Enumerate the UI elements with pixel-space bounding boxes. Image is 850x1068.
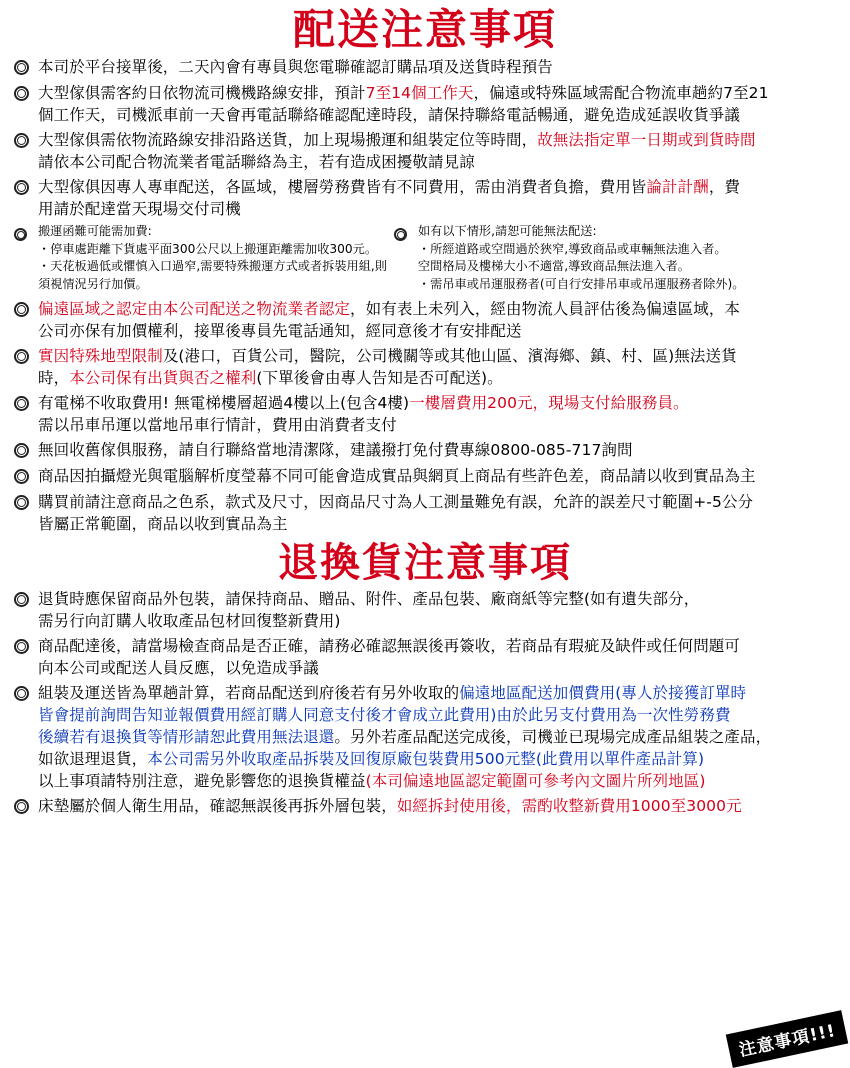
shipping-notice-item-text (38, 176, 840, 220)
shipping-notice-item-text (38, 56, 840, 78)
shipping-notice-item-line (38, 392, 840, 414)
circle-bullet-icon (12, 796, 34, 818)
text-segment: 個工作天，司機派車前一天會再電話聯絡確認配達時段，請保持聯絡電話暢通，避免造成延誤收貨爭議 (38, 106, 741, 125)
difficult-delivery-text (38, 223, 392, 294)
shipping-notice-item-line (38, 491, 840, 513)
return-notice-item-line (38, 704, 840, 726)
shipping-special-conditions (0, 223, 850, 294)
no-delivery-head: 如有以下情形,請恕可能無法配送: (418, 224, 597, 239)
text-segment: 床墊屬於個人衛生用品，確認無誤後再拆外層包裝， (38, 796, 397, 815)
text-segment: 皆會提前詢問告知並報價費用經訂購人同意支付後才會成立此費用)由於此另支付費用為一次性勞務費 (38, 705, 731, 724)
shipping-notice-item-line (38, 176, 840, 198)
text-segment: 時， (38, 368, 70, 387)
text-segment: 後續若有退換貨等情形請恕此費用無法退還 (38, 727, 335, 746)
text-segment: 公司亦保有加價權利，接單後專員先電話通知，經同意後才有安排配送 (38, 321, 522, 340)
return-notice-item-line (38, 657, 840, 679)
shipping-notice-item-text (38, 345, 840, 389)
text-segment: 皆屬正常範圍，商品以收到實品為主 (38, 514, 288, 533)
shipping-notice-item (12, 491, 840, 535)
text-segment: 實因特殊地型限制 (38, 346, 163, 365)
shipping-notice-title: 配送注意事項 (292, 5, 557, 54)
text-segment: 向本公司或配送人員反應，以免造成爭議 (38, 658, 319, 677)
return-notice-item-text (38, 588, 840, 632)
text-segment: 7至14個工作天 (365, 84, 474, 103)
no-delivery-line-0: ・所經道路或空間過於狹窄,導致商品或車輛無法進入者。 (418, 241, 727, 256)
text-segment: 需以吊車吊運以當地吊車行情計，費用由消費者支付 (38, 415, 397, 434)
return-notice-item-line (38, 610, 840, 632)
return-notice-item (12, 635, 840, 679)
text-segment: 用請於配達當天現場交付司機 (38, 200, 241, 219)
no-delivery-line-2: ・需吊車或吊運服務者(可自行安排吊車或吊運服務者除外)。 (418, 277, 745, 292)
no-delivery-line-1: 空間格局及樓梯大小不適當,導致商品無法進入者。 (418, 259, 690, 274)
shipping-notice-item (12, 298, 840, 342)
text-segment: (本司偏遠地區認定範圍可參考內文圖片所列地區) (365, 771, 706, 790)
shipping-notice-item-line (38, 56, 840, 78)
shipping-notice-item-line (38, 320, 840, 342)
text-segment: 本司於平台接單後，二天內會有專員與您電聯確認訂購品項及送貨時程預告 (38, 58, 553, 77)
circle-bullet-icon (12, 299, 34, 321)
return-notice-item-line (38, 795, 840, 817)
shipping-notice-item (12, 439, 840, 462)
circle-bullet-icon (12, 393, 34, 415)
return-notice-title: 退換貨注意事項 (278, 539, 572, 586)
text-segment: 商品配達後，請當場檢查商品是否正確，請務必確認無誤後再簽收，若商品有瑕疵及缺件或任何問題可 (38, 636, 741, 655)
text-segment: 本公司需另外收取產品拆裝及回復原廠包裝費用500元整(此費用以單件產品計算) (147, 749, 705, 768)
circle-bullet-icon (12, 683, 34, 705)
text-segment: 及(港口，百貨公司，醫院，公司機關等或其他山區、濱海鄉、鎮、村、區)無法送貨 (162, 346, 737, 365)
shipping-notice-item (12, 345, 840, 389)
difficult-delivery-block (12, 223, 392, 294)
return-notice-item-line (38, 726, 840, 748)
circle-bullet-icon (12, 224, 34, 246)
shipping-notice-item-line (38, 367, 840, 389)
text-segment: 購買前請注意商品之色系，款式及尺寸，因商品尺寸為人工測量難免有誤，允許的誤差尺寸範圍+-5公分 (38, 492, 754, 511)
return-notice-item-line (38, 588, 840, 610)
text-segment: 大型傢俱需依物流路線安排沿路送貨，加上現場搬運和組裝定位等時間， (38, 131, 538, 150)
text-segment: ，如有表上未列入，經由物流人員評估後為偏遠區域，本 (350, 299, 741, 318)
text-segment: 請依本公司配合物流業者電話聯絡為主，若有造成困擾敬請見諒 (38, 153, 475, 172)
text-segment: 。另外若產品配送完成後，司機並已現場完成產品組裝之產品， (334, 727, 772, 746)
circle-bullet-icon (12, 589, 34, 611)
return-notice-item (12, 682, 840, 792)
text-segment: 大型傢俱需客約日依物流司機機路線安排，預計 (38, 84, 366, 103)
text-segment: 以上事項請特別注意，避免影響您的退換貨權益 (38, 771, 366, 790)
circle-bullet-icon (12, 440, 34, 462)
circle-bullet-icon (12, 177, 34, 199)
return-notice-list (0, 588, 850, 818)
shipping-notice-item-line (38, 465, 840, 487)
return-notice-item (12, 588, 840, 632)
return-notice-item-line (38, 770, 840, 792)
text-segment: 論計計酬 (646, 178, 709, 197)
shipping-notice-item (12, 176, 840, 220)
shipping-notice-item (12, 129, 840, 173)
text-segment: 組裝及運送皆為單趟計算，若商品配送到府後若有另外收取的 (38, 683, 460, 702)
shipping-notice-item-text (38, 392, 840, 436)
shipping-notice-item-text (38, 82, 840, 126)
difficult-delivery-line-0: ・停車處距離下貨處平面300公尺以上搬運距離需加收300元。 (38, 241, 378, 256)
circle-bullet-icon (12, 83, 34, 105)
shipping-notice-item (12, 82, 840, 126)
circle-bullet-icon (12, 130, 34, 152)
text-segment: 商品因拍攝燈光與電腦解析度瑩幕不同可能會造成實品與網頁上商品有些許色差，商品請以收到實品為主 (38, 466, 756, 485)
text-segment: 無回收舊傢俱服務，請自行聯絡當地清潔隊，建議撥打免付費專線0800-085-717詢問 (38, 440, 633, 459)
text-segment: 大型傢俱因專人專車配送，各區域，樓層勞務費皆有不同費用，需由消費者負擔，費用皆 (38, 178, 647, 197)
shipping-notice-item-line (38, 298, 840, 320)
difficult-delivery-head: 搬運函難可能需加費: (38, 224, 152, 239)
text-segment: 一樓層費用200元，現場支付給服務員。 (409, 393, 689, 412)
shipping-notice-list-bottom (0, 298, 850, 535)
shipping-notice-item-line (38, 129, 840, 151)
shipping-notice-list-top (0, 56, 850, 220)
text-segment: 需另行向訂購人收取產品包材回復整新費用) (38, 611, 341, 630)
shipping-notice-item-text (38, 129, 840, 173)
shipping-notice-item-text (38, 465, 840, 487)
shipping-notice-item-line (38, 513, 840, 535)
return-notice-item-line (38, 682, 840, 704)
return-notice-item-line (38, 635, 840, 657)
circle-bullet-icon (12, 466, 34, 488)
text-segment: 如欲退理退貨， (38, 749, 148, 768)
shipping-notice-item-line (38, 104, 840, 126)
no-delivery-block (392, 223, 840, 294)
shipping-notice-item-line (38, 345, 840, 367)
shipping-notice-item-line (38, 414, 840, 436)
text-segment: 退貨時應保留商品外包裝，請保持商品、贈品、附件、產品包裝、廠商紙等完整(如有遺失部分， (38, 589, 700, 608)
text-segment: (下單後會由專人告知是否可配送)。 (256, 368, 503, 387)
text-segment: ，費 (708, 178, 741, 197)
special-conditions-row (12, 223, 840, 294)
return-notice-item-text (38, 682, 840, 792)
circle-bullet-icon (12, 57, 34, 79)
return-notice-item (12, 795, 840, 818)
shipping-notice-item-line (38, 82, 840, 104)
shipping-notice-item-text (38, 439, 840, 461)
text-segment: ，偏遠或特殊區域需配合物流車趟約7至21 (473, 84, 769, 103)
shipping-notice-item-text (38, 491, 840, 535)
shipping-notice-item (12, 392, 840, 436)
return-notice-item-line (38, 748, 840, 770)
shipping-notice-item (12, 465, 840, 488)
circle-bullet-icon (392, 224, 414, 246)
shipping-notice-item-line (38, 151, 840, 173)
attention-stamp: 注意事項!!! (725, 1010, 848, 1068)
shipping-notice-item (12, 56, 840, 79)
text-segment: 有電梯不收取費用! 無電梯樓層超過4樓以上(包含4樓) (38, 393, 410, 412)
return-notice-item-text (38, 635, 840, 679)
text-segment: 偏遠區域之認定由本公司配送之物流業者認定 (38, 299, 351, 318)
no-delivery-text (418, 223, 744, 294)
text-segment: 如經拆封使用後，需酌收整新費用1000至3000元 (396, 796, 742, 815)
circle-bullet-icon (12, 346, 34, 368)
text-segment: 偏遠地區配送加價費用(專人於接獲訂單時 (459, 683, 747, 702)
text-segment: 本公司保有出貨與否之權利 (69, 368, 257, 387)
shipping-notice-item-line (38, 439, 840, 461)
shipping-notice-item-line (38, 198, 840, 220)
circle-bullet-icon (12, 636, 34, 658)
text-segment: 故無法指定單一日期或到貨時間 (537, 131, 756, 150)
return-notice-item-text (38, 795, 840, 817)
circle-bullet-icon (12, 492, 34, 514)
difficult-delivery-line-1: ・天花板過低或懼慎入口過窄,需要特殊搬運方式或者拆裝用組,則須視情況另行加價。 (38, 259, 387, 292)
shipping-notice-item-text (38, 298, 840, 342)
